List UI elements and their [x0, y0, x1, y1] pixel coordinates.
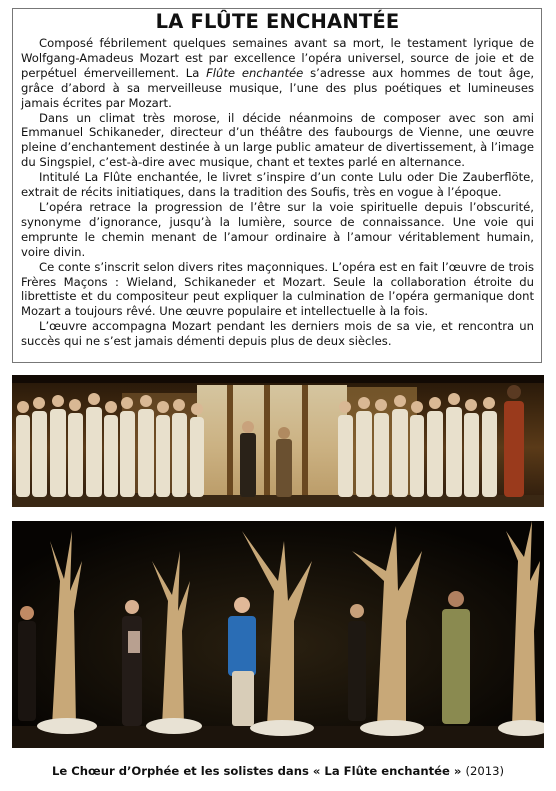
article-box: [12, 8, 542, 363]
stage-photo-soloists: [12, 521, 544, 748]
paragraph-3: Intitulé La Flûte enchantée, le livret s’inspire d’un conte Lulu oder Die Zauberflöte, extrait de récits initiatiques, dans la tradition des Soufis, très en vogue à l’époque.: [21, 170, 534, 200]
paragraph-5: Ce conte s’inscrit selon divers rites maçonniques. L’opéra est en fait l’œuvre de trois Frères Maçons : Wieland, Schikaneder et Mozart. Seule la collaboration étroite du librettiste et du compositeur peut expliquer la culmination de l’opéra germanique dont Mozart a toujours rêvé. Une œuvre populaire et intellectuelle à la fois.: [21, 259, 534, 319]
photo-caption: Le Chœur d’Orphée et les solistes dans « La Flûte enchantée » (2013): [51, 764, 504, 778]
paragraph-2: Dans un climat très morose, il décide néanmoins de composer avec son ami Emmanuel Schikaneder, directeur d’un théâtre des faubourgs de Vienne, une œuvre pleine d’enchantement destinée à un large public amateur de divertissement, à l’image du Singspiel, c’est-à-dire avec musique, chant et textes parlé en alternance.: [21, 110, 534, 170]
article-body: [21, 36, 534, 349]
paragraph-1: Composé fébrilement quelques semaines avant sa mort, le testament lyrique de Wolfgang-Amadeus Mozart est par excellence l’opéra universel, source de joie et de perpétuel émerveillement. La Flûte enchantée s’adresse aux hommes de tout âge, grâce d’abord à sa merveilleuse musique, l’une des plus poétiques et lumineuses jamais écrites par Mozart.: [21, 36, 535, 110]
article-title: LA FLÛTE ENCHANTÉE: [155, 10, 400, 33]
paragraph-4: L’opéra retrace la progression de l’être sur la voie spirituelle depuis l’obscurité, synonyme d’ignorance, jusqu’à la lumière, source de connaissance. Une voie qui emprunte le chemin menant de l’amour ordinaire à l’amour véritablement humain, voire divin.: [21, 199, 534, 259]
stage-photo-chorus: [12, 375, 544, 507]
paragraph-6: L’œuvre accompagna Mozart pendant les derniers mois de sa vie, et rencontra un succès qui ne s’est jamais démenti depuis plus de deux siècles.: [21, 319, 534, 349]
